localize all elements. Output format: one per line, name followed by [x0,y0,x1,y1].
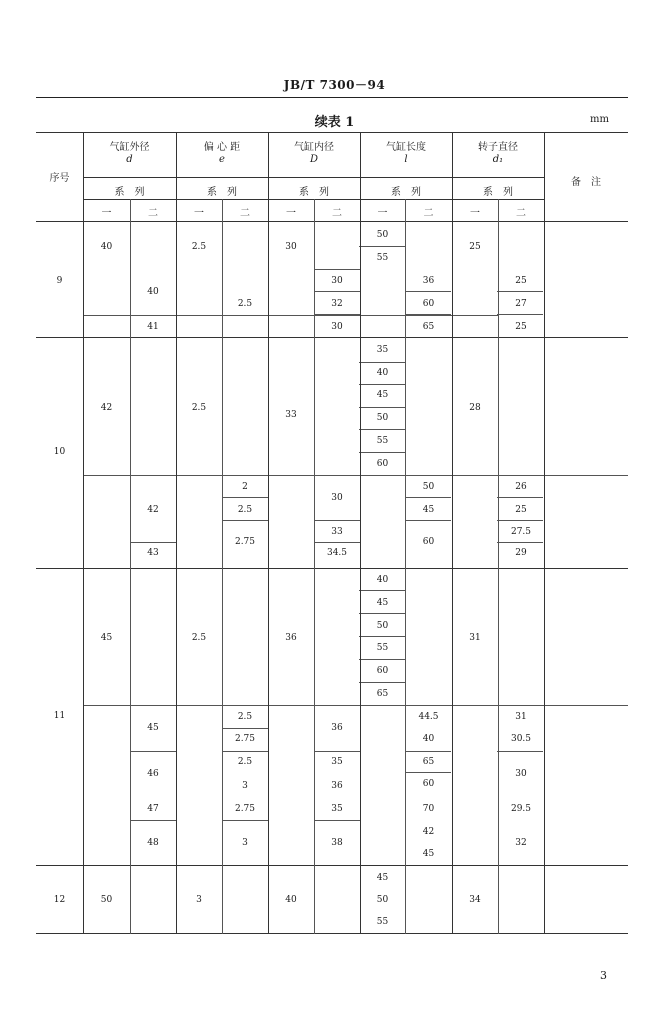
rule [222,751,268,752]
rule [314,820,360,821]
value-cell: 36 [285,633,297,643]
value-cell: 41 [147,322,159,332]
value-cell: 29 [515,548,527,558]
rule [359,636,405,637]
value-cell: 36 [422,276,435,286]
page-number: 3 [600,969,607,982]
value-cell: 2.5 [237,757,253,767]
series-label: 系 列 [483,187,513,198]
rule [359,659,405,660]
cylinder-outer-diameter-header: 气缸外径 [109,142,150,153]
rule [314,542,360,543]
rule [359,682,405,683]
value-cell: 32 [515,838,527,848]
value-cell: 40 [285,895,297,905]
series-label: 系 列 [114,187,145,198]
seq-number: 10 [53,447,66,457]
value-cell: 25 [515,505,527,515]
table-top-rule [36,132,628,133]
value-cell: 2.5 [237,299,253,309]
series-label: 系 列 [391,187,421,198]
symbol-e: e [219,154,225,165]
value-cell: 3 [196,895,202,905]
value-cell: 48 [147,838,159,848]
value-cell: 60 [376,459,389,469]
series-two: 二 [423,208,434,219]
rule [314,269,360,270]
rule [222,728,268,729]
value-cell: 40 [376,575,389,585]
series-one: 一 [377,208,388,219]
value-cell: 40 [376,368,389,378]
group-rule-10 [36,337,628,338]
rule [222,520,268,521]
rule [359,590,405,591]
value-cell: 2.5 [191,633,207,643]
col-rule [176,132,177,934]
value-cell: 55 [376,436,389,446]
value-cell: 50 [100,895,113,905]
value-cell: 60 [422,779,435,789]
series-one: 一 [470,208,480,219]
cylinder-inner-diameter-header: 气缸内径 [294,142,334,153]
rule [497,314,543,315]
col-rule [222,199,223,934]
rule [222,820,268,821]
col-rule [83,132,84,934]
value-cell: 45 [376,390,389,400]
series-one: 一 [286,208,296,219]
cylinder-length-header: 气缸长度 [386,142,426,153]
value-cell: 65 [376,689,389,699]
header-rule [36,97,628,98]
rule [405,291,451,292]
unit-label: mm [590,114,609,125]
value-cell: 34 [469,895,481,905]
series-one: 一 [101,208,112,219]
value-cell: 33 [331,527,343,537]
col-rule [130,199,131,934]
value-cell: 55 [376,643,389,653]
value-cell: 42 [100,403,113,413]
value-cell: 3 [242,781,248,791]
standard-number-header: JB/T 7300－94 [283,78,386,92]
value-cell: 45 [376,598,389,608]
value-cell: 46 [147,769,159,779]
rule [497,542,543,543]
value-cell: 50 [376,413,389,423]
value-cell: 2.75 [234,734,256,744]
rotor-diameter-header: 转子直径 [478,142,518,153]
symbol-d1: d₁ [492,154,504,165]
remark-header: 备 注 [571,177,601,188]
value-cell: 36 [331,723,343,733]
rule [359,452,405,453]
value-cell: 2 [242,482,248,492]
value-cell: 60 [422,299,435,309]
series-label: 系 列 [299,187,329,198]
series-two: 二 [148,208,158,219]
spec-table [36,132,628,934]
rule [130,751,176,752]
col-rule [405,199,406,934]
value-cell: 2.75 [234,804,256,814]
rule [314,520,360,521]
rule [405,314,451,315]
value-cell: 38 [331,838,343,848]
value-cell: 26 [515,482,527,492]
value-cell: 45 [422,505,435,515]
value-cell: 50 [376,230,389,240]
rule [314,291,360,292]
value-cell: 27.5 [510,527,532,537]
series-label: 系 列 [207,187,237,198]
value-cell: 50 [376,621,389,631]
value-cell: 34.5 [326,548,348,558]
value-cell: 2.5 [191,242,207,252]
col-rule [268,132,269,934]
value-cell: 2.5 [237,505,253,515]
header-bottom-rule [36,221,628,222]
rule [497,520,543,521]
value-cell: 65 [422,322,435,332]
value-cell: 43 [147,548,159,558]
symbol-d: d [126,154,133,165]
rule [359,613,405,614]
value-cell: 30 [515,769,527,779]
value-cell: 60 [422,537,435,547]
rule [314,751,360,752]
value-cell: 30 [331,322,343,332]
rule [497,751,543,752]
rule [497,291,543,292]
value-cell: 30.5 [510,734,532,744]
rule [314,314,360,315]
header-rule-series [83,177,545,178]
value-cell: 45 [376,873,389,883]
series-two: 二 [332,208,342,219]
group-rule-12 [36,865,628,866]
rule [83,315,499,316]
value-cell: 36 [331,781,343,791]
value-cell: 45 [147,723,159,733]
symbol-D: D [309,154,319,165]
col-rule [314,199,315,934]
rule [130,820,176,821]
symbol-l: l [404,154,408,165]
rule [359,407,405,408]
rule [497,497,543,498]
rule [405,497,451,498]
value-cell: 35 [331,804,343,814]
subgroup-rule-11 [83,705,628,706]
value-cell: 2.75 [234,537,256,547]
rule [359,362,405,363]
value-cell: 33 [285,410,297,420]
value-cell: 60 [376,666,389,676]
value-cell: 42 [147,505,159,515]
seq-number: 11 [53,711,66,721]
value-cell: 55 [376,917,389,927]
rule [359,429,405,430]
value-cell: 30 [331,493,343,503]
value-cell: 32 [331,299,343,309]
value-cell: 55 [376,253,389,263]
series-two: 二 [240,208,250,219]
value-cell: 65 [422,757,435,767]
value-cell: 35 [331,757,343,767]
seq-number: 12 [53,895,66,905]
seq-header: 序号 [49,173,70,184]
rule [130,542,176,543]
value-cell: 31 [469,633,481,643]
rule [359,246,405,247]
rule [405,751,451,752]
value-cell: 50 [376,895,389,905]
col-rule [498,199,499,934]
rule [405,520,451,521]
table-bottom-rule [36,933,628,934]
value-cell: 70 [422,804,435,814]
value-cell: 2.5 [191,403,207,413]
value-cell: 29.5 [510,804,532,814]
value-cell: 42 [422,827,435,837]
value-cell: 45 [422,849,435,859]
value-cell: 30 [285,242,297,252]
table-title: 续表 1 [314,115,355,130]
value-cell: 35 [376,345,389,355]
col-rule [452,132,453,934]
value-cell: 3 [242,838,248,848]
group-rule-11 [36,568,628,569]
value-cell: 40 [100,242,113,252]
rule [405,772,451,773]
value-cell: 31 [515,712,527,722]
col-rule [544,132,545,934]
value-cell: 27 [515,299,527,309]
value-cell: 50 [422,482,435,492]
series-one: 一 [194,208,204,219]
subgroup-rule-10 [83,475,628,476]
value-cell: 45 [100,633,113,643]
rule [359,384,405,385]
value-cell: 28 [469,403,481,413]
value-cell: 25 [469,242,481,252]
eccentricity-header: 偏 心 距 [203,142,241,153]
value-cell: 47 [147,804,159,814]
seq-number: 9 [56,276,63,286]
value-cell: 40 [147,287,159,297]
value-cell: 40 [422,734,435,744]
value-cell: 44.5 [418,712,439,722]
value-cell: 25 [515,276,527,286]
rule [222,497,268,498]
series-two: 二 [516,208,526,219]
value-cell: 30 [331,276,343,286]
value-cell: 25 [515,322,527,332]
value-cell: 2.5 [237,712,253,722]
